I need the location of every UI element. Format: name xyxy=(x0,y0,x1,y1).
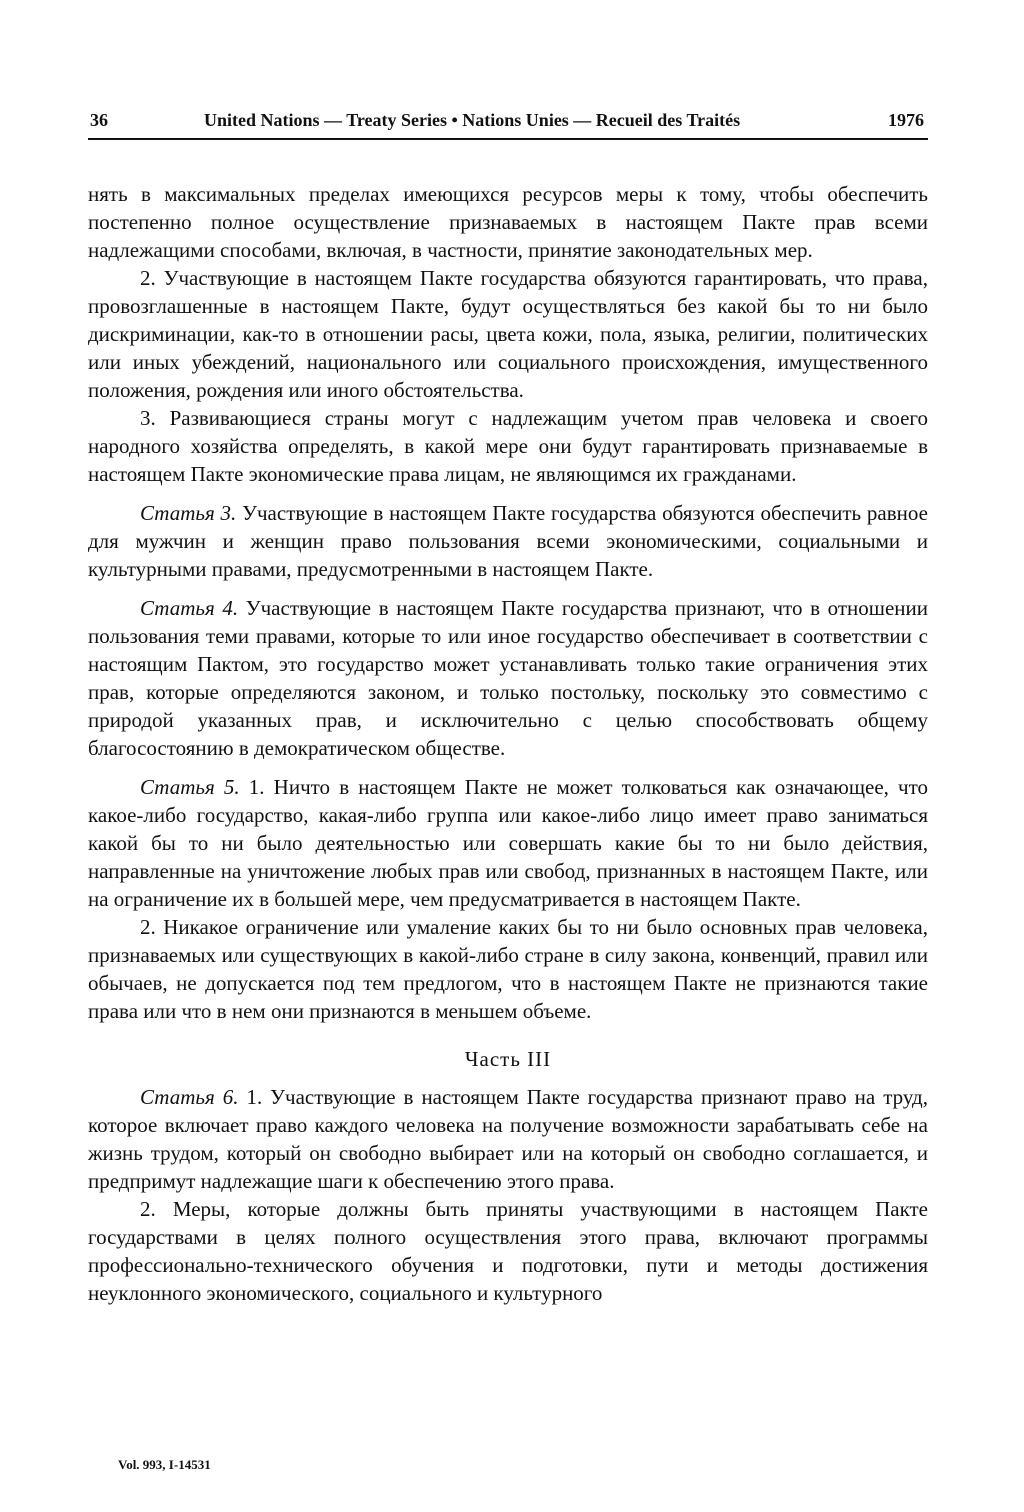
paragraph-item-3: 3. Развивающиеся страны могут с надлежащим учетом прав человека и своего народного хозяйства определять, в какой мере они будут гарантировать признаваемые в настоящем Пакте экономические права лицам, не являющимся их гражданами. xyxy=(88,406,928,486)
article-5 xyxy=(88,773,928,913)
article-4-label: Статья 4. xyxy=(140,596,239,620)
paragraph-continuation: нять в максимальных пределах имеющихся ресурсов меры к тому, чтобы обеспечить постепенно полное осуществление признаваемых в настоящем Пакте прав всеми надлежащими способами, включая, в частности, принятие законодательных мер. xyxy=(88,182,928,262)
part-heading: Часть III xyxy=(464,1047,552,1071)
article-6-label: Статья 6. xyxy=(140,1085,239,1109)
article-5-text: 1. Ничто в настоящем Пакте не может толковаться как означающее, что какое-либо государство, какая-либо группа или какое-либо лицо имеет право заниматься какой бы то ни было деятельностью или совершать какие бы то ни было действия, направленные на уничтожение любых прав или свобод, признанных в настоящем Пакте, или на ограничение их в большей мере, чем предусматривается в настоящем Пакте. xyxy=(88,775,928,911)
article-4-text: Участвующие в настоящем Пакте государства признают, что в отношении пользования теми правами, которые то или иное государство обеспечивает в соответствии с настоящим Пактом, это государство может устанавливать только такие ограничения этих прав, которые определяются законом, и только постольку, поскольку это совместимо с природой указанных прав, и исключительно с целью способствовать общему благосостоянию в демократическом обществе. xyxy=(88,596,928,760)
running-header xyxy=(88,108,928,140)
article-4 xyxy=(88,594,928,762)
article-6-text: 1. Участвующие в настоящем Пакте государства признают право на труд, которое включает право каждого человека на получение возможности зарабатывать себе на жизнь трудом, который он свободно выбирает или на который он свободно соглашается, и предпримут надлежащие шаги к обеспечению этого права. xyxy=(88,1085,928,1193)
page-body xyxy=(88,180,928,1307)
article-6 xyxy=(88,1083,928,1195)
page-number: 36 xyxy=(90,110,108,130)
article-5-label: Статья 5. xyxy=(140,775,240,799)
header-year: 1976 xyxy=(888,110,924,130)
running-title: United Nations — Treaty Series • Nations Unies — Recueil des Traités xyxy=(204,110,741,130)
paragraph-item-2: 2. Участвующие в настоящем Пакте государства обязуются гарантировать, что права, провозглашенные в настоящем Пакте, будут осуществляться без какой бы то ни было дискриминации, как-то в отношении расы, цвета кожи, пола, языка, религии, политических или иных убеждений, национального или социального происхождения, имущественного положения, рождения или иного обстоятельства. xyxy=(88,266,928,402)
article-3-text: Участвующие в настоящем Пакте государства обязуются обеспечить равное для мужчин и женщин право пользования всеми экономическими, социальными и культурными правами, предусмотренными в настоящем Пакте. xyxy=(88,501,928,581)
volume-reference: Vol. 993, I-14531 xyxy=(118,1457,211,1472)
article-6-item-2: 2. Меры, которые должны быть приняты участвующими в настоящем Пакте государствами в целях полного осуществления этого права, включают программы профессионально-технического обучения и подготовки, пути и методы достижения неуклонного экономического, социального и культурного xyxy=(88,1197,928,1305)
article-5-item-2: 2. Никакое ограничение или умаление каких бы то ни было основных прав человека, признаваемых или существующих в какой-либо стране в силу закона, конвенций, правил или обычаев, не допускается под тем предлогом, что в настоящем Пакте не признаются такие права или что в нем они признаются в меньшем объеме. xyxy=(88,915,928,1023)
article-3-label: Статья 3. xyxy=(140,501,237,525)
article-3 xyxy=(88,499,928,583)
